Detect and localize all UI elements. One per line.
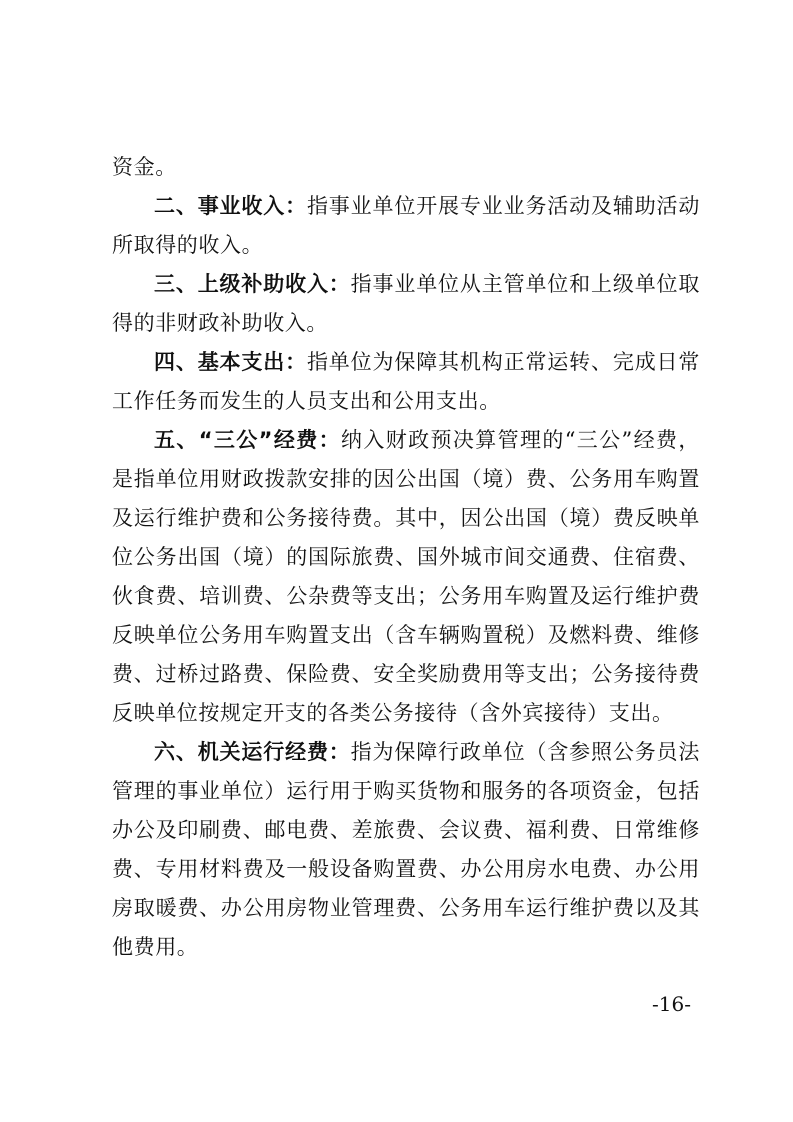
term-heading: 四、基本支出：: [154, 350, 307, 374]
paragraph-text: 资金。: [112, 155, 177, 179]
paragraph-superior-subsidy-income: [112, 265, 700, 343]
term-heading: 三、上级补助收入：: [154, 272, 351, 296]
paragraph-agency-operating-expenses: [112, 733, 700, 967]
paragraph-continuation: [112, 148, 700, 187]
paragraph-basic-expenditure: [112, 343, 700, 421]
paragraph-text: 纳入财政预决算管理的“三公”经费，是指单位用财政拨款安排的因公出国（境）费、公务用车购置及运行维护费和公务接待费。其中，因公出国（境）费反映单位公务出国（境）的国际旅费、国外城市间交通费、住宿费、伙食费、培训费、公杂费等支出；公务用车购置及运行维护费反映单位公务用车购置支出（含车辆购置税）及燃料费、维修费、过桥过路费、保险费、安全奖励费用等支出；公务接待费反映单位按规定开支的各类公务接待（含外宾接待）支出。: [112, 428, 700, 725]
term-heading: 五、“三公”经费：: [154, 428, 341, 452]
term-heading: 六、机关运行经费：: [154, 740, 351, 764]
paragraph-text: 指单位为保障其机构正常运转、完成日常工作任务而发生的人员支出和公用支出。: [112, 350, 700, 413]
paragraph-three-public-expenses: [112, 421, 700, 733]
paragraph-business-income: [112, 187, 700, 265]
term-heading: 二、事业收入：: [154, 194, 307, 218]
document-body: [112, 148, 700, 967]
paragraph-text: 指事业单位从主管单位和上级单位取得的非财政补助收入。: [112, 272, 700, 335]
paragraph-text: 指为保障行政单位（含参照公务员法管理的事业单位）运行用于购买货物和服务的各项资金，包括办公及印刷费、邮电费、差旅费、会议费、福利费、日常维修费、专用材料费及一般设备购置费、办公用房水电费、办公用房取暖费、办公用房物业管理费、公务用车运行维护费以及其他费用。: [112, 740, 700, 959]
page-number: -16-: [652, 992, 691, 1016]
paragraph-text: 指事业单位开展专业业务活动及辅助活动所取得的收入。: [112, 194, 700, 257]
